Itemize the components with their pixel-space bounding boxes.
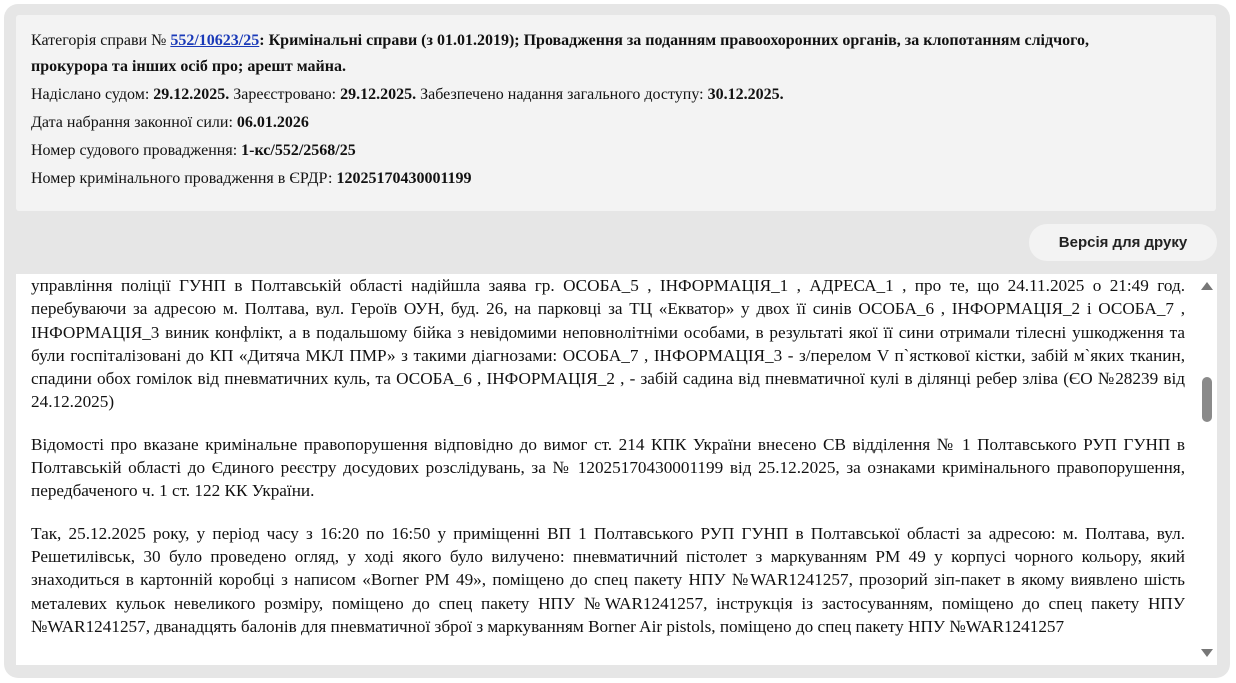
scrollbar-thumb[interactable] [1202, 377, 1212, 422]
proceeding-value: 1-кс/552/2568/25 [241, 142, 356, 159]
erdr-value: 12025170430001199 [336, 170, 472, 187]
category-label: Категорія справи № [31, 32, 171, 49]
proceeding-number-line [31, 142, 356, 160]
category-text: : Кримінальні справи (з 01.01.2019); Провадження за поданням правоохоронних органів, за клопотанням слідчого, [259, 32, 1089, 49]
sent-value: 29.12.2025. [153, 86, 230, 103]
scroll-up-arrow-icon[interactable] [1201, 282, 1213, 290]
registered-label: Зареєстровано: [229, 86, 341, 103]
case-number-link[interactable]: 552/10623/25 [170, 32, 260, 49]
category-text-cont: прокурора та інших осіб про; арешт майна. [31, 58, 346, 75]
document-body [31, 274, 1185, 657]
access-label: Забезпечено надання загального доступу: [416, 86, 708, 103]
registered-value: 29.12.2025. [340, 86, 417, 103]
document-text-area[interactable] [16, 274, 1217, 665]
erdr-label: Номер кримінального провадження в ЄРДР: [31, 170, 337, 187]
erdr-number-line [31, 170, 472, 188]
effective-date-line [31, 114, 309, 132]
document-paragraph: Так, 25.12.2025 року, у період часу з 16:20 по 16:50 у приміщенні ВП 1 Полтавського РУП ГУНП в Полтавської області за адресою: м. Полтава, вул. Решетилівськ, 30 було проведено огляд, у ході якого було вилучено: пневматичний пістолет з маркуванням PM 49 у корпусі чорного кольору, який знаходиться в картонній коробці з написом «Borner PM 49», поміщено до спец пакету НПУ №WAR1241257, прозорий зіп-пакет в якому виявлено шість металевих кульок невеликого розміру, поміщено до спец пакету НПУ №WAR1241257, інструкція із застосуванням, поміщено до спец пакету НПУ №WAR1241257, дванадцять балонів для пневматичної зброї з маркуванням Borner Air pistols, поміщено до спец пакету НПУ №WAR1241257 [31, 523, 1185, 636]
effective-label: Дата набрання законної сили: [31, 114, 237, 131]
document-scrollbar[interactable] [1197, 274, 1217, 665]
document-paragraph: управління поліції ГУНП в Полтавській області надійшла заява гр. ОСОБА_5 , ІНФОРМАЦІЯ_1 , АДРЕСА_1 , про те, що 24.11.2025 о 21:49 год. перебуваючи за адресою м. Полтава, вул. Героїв ОУН, буд. 26, на парковці за ТЦ «Екватор» у двох її синів ОСОБА_6 , ІНФОРМАЦІЯ_2 і ОСОБА_7 , ІНФОРМАЦІЯ_3 виник конфлікт, а в подальшому бійка з невідомими неповнолітніми особами, в результаті якої її сини отримали тілесні ушкодження та були госпіталізовані до КП «Дитяча МКЛ ПМР» з такими діагнозами: ОСОБА_7 , ІНФОРМАЦІЯ_3 - з/перелом V п`ясткової кістки, забій м`яких тканин, спадини обох гомілок від пневматичних куль, та ОСОБА_6 , ІНФОРМАЦІЯ_2 , - забій садина від пневматичної кулі в ділянці ребер зліва (ЄО №28239 від 24.12.2025) [31, 276, 1185, 412]
print-version-button[interactable]: Версія для друку [1029, 224, 1217, 261]
document-paragraph: Відомості про вказане кримінальне правопорушення відповідно до вимог ст. 214 КПК України внесено СВ відділення № 1 Полтавського РУП ГУНП в Полтавській області до Єдиного реєстру досудових розслідувань, за № 12025170430001199 від 25.12.2025, за ознаками кримінального правопорушення, передбаченого ч. 1 ст. 122 КК України. [31, 434, 1185, 501]
case-category-line [31, 32, 1089, 50]
sent-label: Надіслано судом: [31, 86, 154, 103]
case-category-line-cont [31, 58, 346, 76]
scroll-down-arrow-icon[interactable] [1201, 649, 1213, 657]
effective-value: 06.01.2026 [236, 114, 309, 131]
proceeding-label: Номер судового провадження: [31, 142, 242, 159]
case-info-panel [16, 15, 1216, 211]
dates-line [31, 86, 784, 104]
access-value: 30.12.2025. [707, 86, 784, 103]
